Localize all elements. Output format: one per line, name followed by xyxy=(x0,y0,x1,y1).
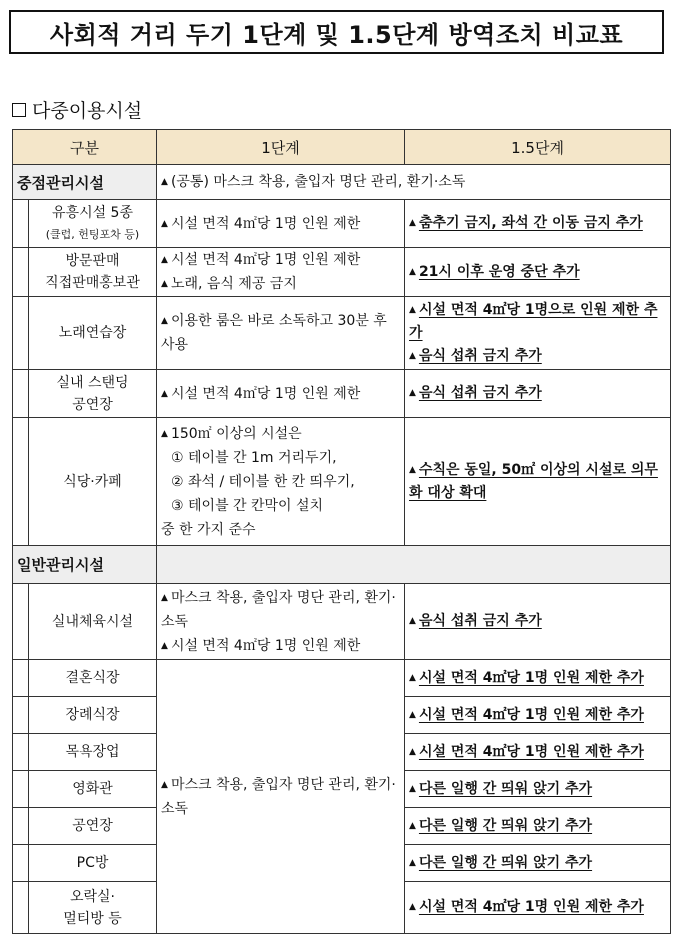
square-bullet-icon xyxy=(12,103,26,117)
facility-name: 목욕장업 xyxy=(29,734,157,771)
category-general: 일반관리시설 xyxy=(13,546,157,584)
comparison-table xyxy=(12,129,671,934)
table-row xyxy=(13,248,671,297)
header-row xyxy=(13,130,671,165)
stage15-cell: ▲ 음식 섭취 금지 추가 xyxy=(405,370,671,418)
facility-name: 결혼식장 xyxy=(29,660,157,697)
header-stage15: 1.5단계 xyxy=(405,130,671,165)
stage15-cell: ▲ 다른 일행 간 띄워 앉기 추가 xyxy=(405,845,671,882)
stage15-cell: ▲ 다른 일행 간 띄워 앉기 추가 xyxy=(405,771,671,808)
stage15-cell: ▲ 시설 면적 4㎡당 1명 인원 제한 추가 xyxy=(405,734,671,771)
table-row xyxy=(13,297,671,370)
facility-name: 실내 스탠딩 공연장 xyxy=(29,370,157,418)
table-row xyxy=(13,200,671,248)
facility-name: 유흥시설 5종 (클럽, 헌팅포차 등) xyxy=(29,200,157,248)
stage15-cell: ▲ 다른 일행 간 띄워 앉기 추가 xyxy=(405,808,671,845)
facility-name: 공연장 xyxy=(29,808,157,845)
facility-name: PC방 xyxy=(29,845,157,882)
facility-name: 장례식장 xyxy=(29,697,157,734)
stage15-cell: ▲ 시설 면적 4㎡당 1명 인원 제한 추가 xyxy=(405,697,671,734)
stage15-cell: ▲ 시설 면적 4㎡당 1명으로 인원 제한 추가 ▲ 음식 섭취 금지 추가 xyxy=(405,297,671,370)
section-label: 다중이용시설 xyxy=(32,100,143,122)
stage15-cell: ▲ 시설 면적 4㎡당 1명 인원 제한 추가 xyxy=(405,660,671,697)
facility-name: 오락실· 멀티방 등 xyxy=(29,882,157,934)
stage15-cell: ▲ 음식 섭취 금지 추가 xyxy=(405,584,671,660)
header-category: 구분 xyxy=(13,130,157,165)
stage1-shared-cell: ▲ 마스크 착용, 출입자 명단 관리, 환기·소독 xyxy=(157,660,405,934)
stage15-cell: ▲ 수칙은 동일, 50㎡ 이상의 시설로 의무화 대상 확대 xyxy=(405,418,671,546)
stage1-cell: ▲ 시설 면적 4㎡당 1명 인원 제한 xyxy=(157,370,405,418)
facility-name: 실내체육시설 xyxy=(29,584,157,660)
common-note: (공통) 마스크 착용, 출입자 명단 관리, 환기·소독 xyxy=(170,174,466,190)
stage1-cell: ▲ 150㎡ 이상의 시설은 ① 테이블 간 1m 거리두기, ② 좌석 / 테이블 한 칸 띄우기, ③ 테이블 간 칸막이 설치 중 한 가지 준수 xyxy=(157,418,405,546)
common-note-cell xyxy=(157,165,671,200)
stage1-cell: ▲ 시설 면적 4㎡당 1명 인원 제한 xyxy=(157,200,405,248)
facility-name: 식당·카페 xyxy=(29,418,157,546)
facility-name: 영화관 xyxy=(29,771,157,808)
stage1-cell: ▲ 마스크 착용, 출입자 명단 관리, 환기·소독 ▲ 시설 면적 4㎡당 1명 인원 제한 xyxy=(157,584,405,660)
table-row xyxy=(13,584,671,660)
stage15-cell: ▲ 21시 이후 운영 중단 추가 xyxy=(405,248,671,297)
facility-name: 방문판매 직접판매홍보관 xyxy=(29,248,157,297)
table-row xyxy=(13,370,671,418)
stage15-cell: ▲ 시설 면적 4㎡당 1명 인원 제한 추가 xyxy=(405,882,671,934)
table-row xyxy=(13,660,671,697)
facility-name: 노래연습장 xyxy=(29,297,157,370)
page-title: 사회적 거리 두기 1단계 및 1.5단계 방역조치 비교표 xyxy=(9,10,664,54)
stage15-cell: ▲ 춤추기 금지, 좌석 간 이동 금지 추가 xyxy=(405,200,671,248)
section-heading xyxy=(12,96,142,123)
stage1-cell: ▲ 시설 면적 4㎡당 1명 인원 제한 ▲ 노래, 음식 제공 금지 xyxy=(157,248,405,297)
category-row xyxy=(13,165,671,200)
header-stage1: 1단계 xyxy=(157,130,405,165)
table-row xyxy=(13,418,671,546)
category-priority: 중점관리시설 xyxy=(13,165,157,200)
triangle-bullet-icon: ▲ xyxy=(161,177,168,187)
stage1-cell: ▲ 이용한 룸은 바로 소독하고 30분 후 사용 xyxy=(157,297,405,370)
category-row xyxy=(13,546,671,584)
